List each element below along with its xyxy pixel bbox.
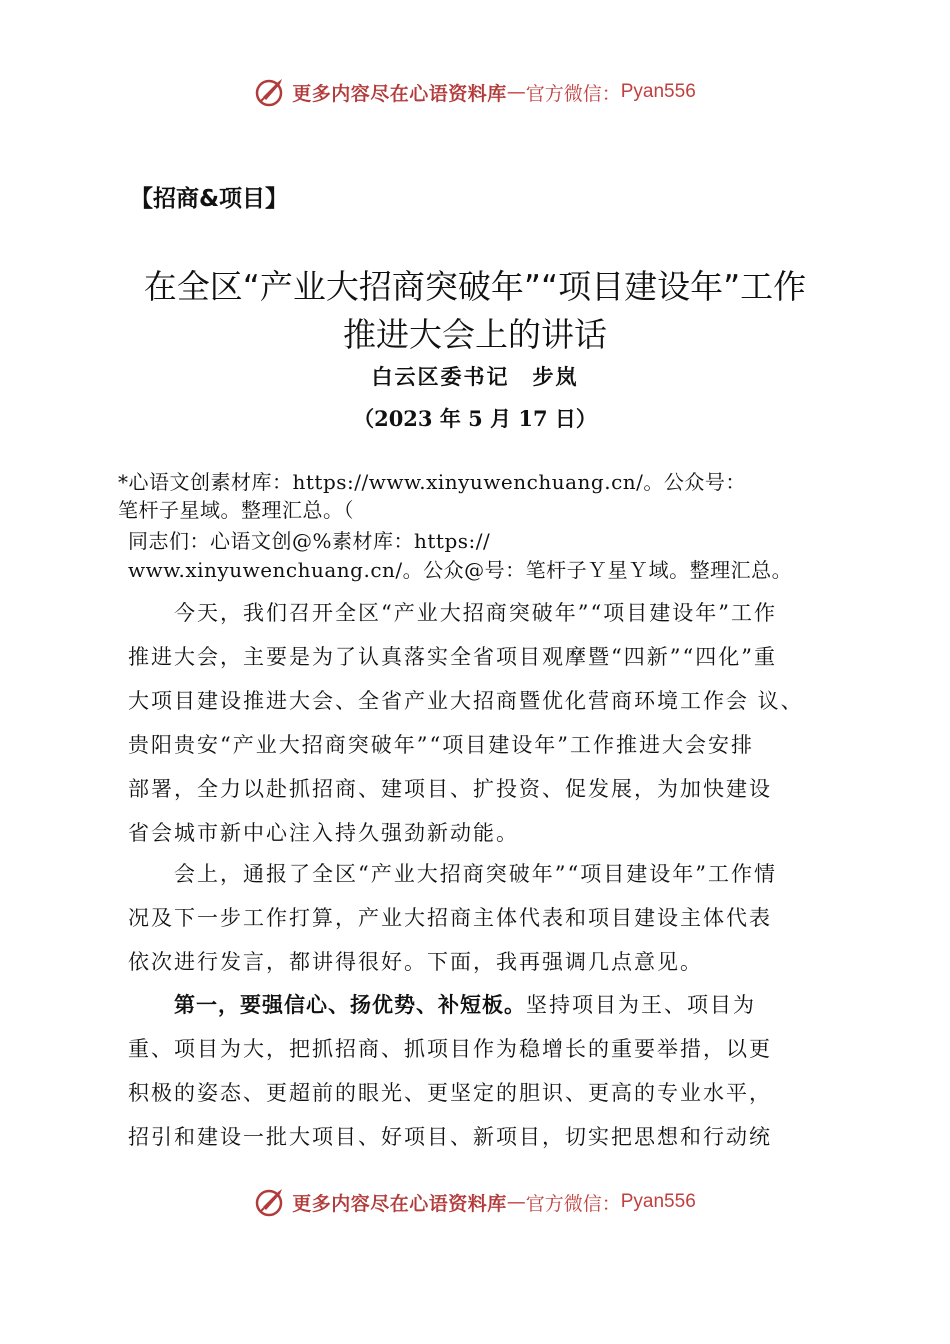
watermark-footer — [0, 1184, 950, 1220]
watermark-wechat-id: Pyan556 — [620, 1191, 696, 1212]
point-one-heading: 第一，要强信心、扬优势、补短板。 — [174, 993, 526, 1017]
watermark-dash: — — [506, 81, 526, 103]
body-line: 省会城市新中心注入持久强劲新动能。 — [128, 821, 519, 845]
speech-date: （2023 年 5 月 17 日） — [353, 406, 597, 431]
watermark-label: 官方微信： — [525, 1192, 621, 1215]
source-line: 笔杆子星域。整理汇总。（ — [118, 498, 354, 522]
pen-logo-icon — [254, 75, 288, 109]
watermark-slogan: 更多内容尽在心语资料库 — [292, 82, 507, 105]
watermark-label: 官方微信： — [525, 82, 621, 105]
point-one-lead: 坚持项目为王、项目为 — [526, 993, 756, 1017]
pen-logo-icon — [254, 1185, 288, 1219]
body-line: 今天，我们召开全区“产业大招商突破年”“项目建设年”工作 — [128, 601, 777, 625]
body-line: 依次进行发言，都讲得很好。下面，我再强调几点意见。 — [128, 950, 703, 974]
body-line: 贵阳贵安“产业大招商突破年”“项目建设年”工作推进大会安排 — [128, 733, 754, 757]
watermark-slogan: 更多内容尽在心语资料库 — [292, 1192, 507, 1215]
watermark-wechat-id: Pyan556 — [620, 81, 696, 102]
category-tag: 【招商&项目】 — [130, 186, 289, 212]
body-line: 重、项目为大，把抓招商、抓项目作为稳增长的重要举措，以更 — [128, 1037, 772, 1061]
watermark-dash: — — [506, 1191, 526, 1213]
body-line: 大项目建设推进大会、全省产业大招商暨优化营商环境工作会 议、 — [128, 689, 804, 713]
body-line: 部署，全力以赴抓招商、建项目、扩投资、促发展，为加快建设 — [128, 777, 772, 801]
body-line: 积极的姿态、更超前的眼光、更坚定的胆识、更高的专业水平， — [128, 1081, 772, 1105]
source-line: www.xinyuwenchuang.cn/。公众@号：笔杆子Ｙ星Ｙ域。整理汇总。 — [128, 558, 793, 582]
title-line-1: 在全区“产业大招商突破年”“项目建设年”工作 — [143, 267, 807, 306]
point-one-line — [128, 989, 756, 1019]
source-line: 同志们：心语文创@%素材库：https:// — [128, 529, 491, 553]
author: 白云区委书记 步岚 — [371, 364, 579, 389]
body-line: 推进大会，主要是为了认真落实全省项目观摩暨“四新”“四化”重 — [128, 645, 777, 669]
body-line: 况及下一步工作打算，产业大招商主体代表和项目建设主体代表 — [128, 906, 772, 930]
title-line-2: 推进大会上的讲话 — [343, 315, 607, 354]
source-line: *心语文创素材库：https://www.xinyuwenchuang.cn/。公众号： — [118, 470, 746, 494]
body-line: 招引和建设一批大项目、好项目、新项目，切实把思想和行动统 — [128, 1125, 772, 1149]
watermark-header — [0, 74, 950, 110]
body-line: 会上，通报了全区“产业大招商突破年”“项目建设年”工作情 — [128, 862, 777, 886]
